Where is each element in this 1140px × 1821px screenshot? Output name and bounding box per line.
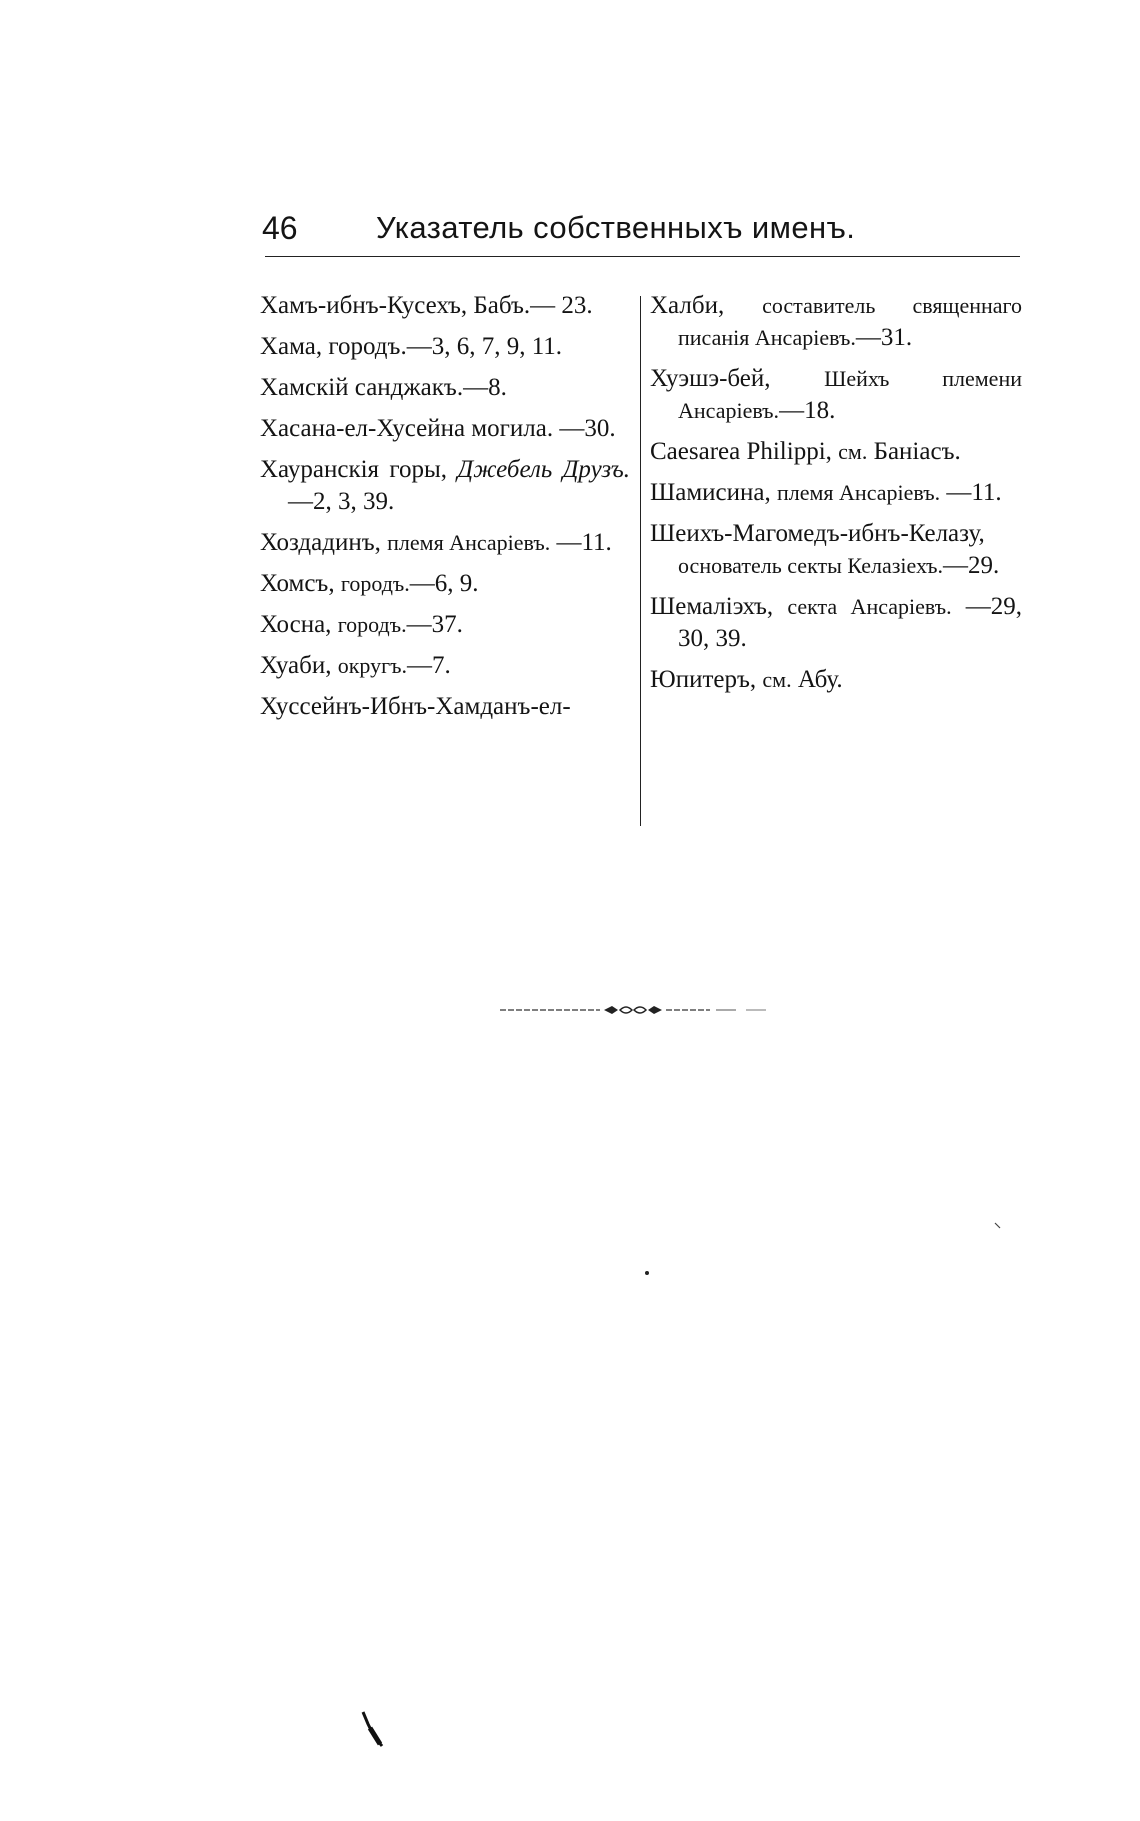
index-entry: Хамъ-ибнъ-Кусехъ, Бабъ.— 23.	[260, 292, 593, 319]
index-entry: Хомсъ, городъ.—6, 9.	[260, 570, 479, 597]
ink-speck-icon	[644, 1270, 650, 1276]
index-entry: Шемаліэхъ, секта Ансаріевъ. —29, 30, 39.	[650, 593, 1022, 652]
end-ornament-icon	[500, 1000, 780, 1020]
index-entry: Caesarea Philippi, см. Баніасъ.	[650, 438, 961, 465]
index-entry: Хасана-ел-Хусейна могила. —30.	[260, 415, 616, 442]
column-divider	[640, 296, 641, 826]
header-rule	[265, 256, 1020, 257]
page-number: 46	[262, 210, 298, 246]
index-column-right	[650, 290, 1022, 705]
index-entry: Хама, городъ.—3, 6, 7, 9, 11.	[260, 333, 563, 360]
ink-speck-icon	[994, 1222, 1002, 1230]
index-entry: Хоздадинъ, племя Ансаріевъ. —11.	[260, 529, 612, 556]
index-entry: Хуэшэ-бей, Шейхъ племени Ансаріевъ.—18.	[650, 365, 1022, 424]
index-entry: Юпитеръ, см. Абу.	[650, 666, 843, 693]
page-header	[262, 208, 1022, 258]
ink-speck-icon	[360, 1710, 390, 1750]
index-entry: Хамскій санджакъ.—8.	[260, 374, 507, 401]
index-entry: Хауранскія горы, Джебель Друзъ.—2, 3, 39.	[260, 456, 630, 515]
running-head: Указатель собственныхъ именъ.	[376, 210, 856, 245]
index-entry: Шамисина, племя Ансаріевъ. —11.	[650, 479, 1002, 506]
index-entry: Шеихъ-Магомедъ-ибнъ-Келазу, основатель секты Келазіехъ.—29.	[650, 520, 1000, 579]
index-entry: Хуссейнъ-Ибнъ-Хамданъ-ел-	[260, 693, 571, 720]
index-column-left	[260, 290, 630, 732]
index-entry: Хосна, городъ.—37.	[260, 611, 463, 638]
index-entry: Халби, составитель священнаго писанія Ансаріевъ.—31.	[650, 292, 1023, 351]
index-entry: Хуаби, округъ.—7.	[260, 652, 451, 679]
